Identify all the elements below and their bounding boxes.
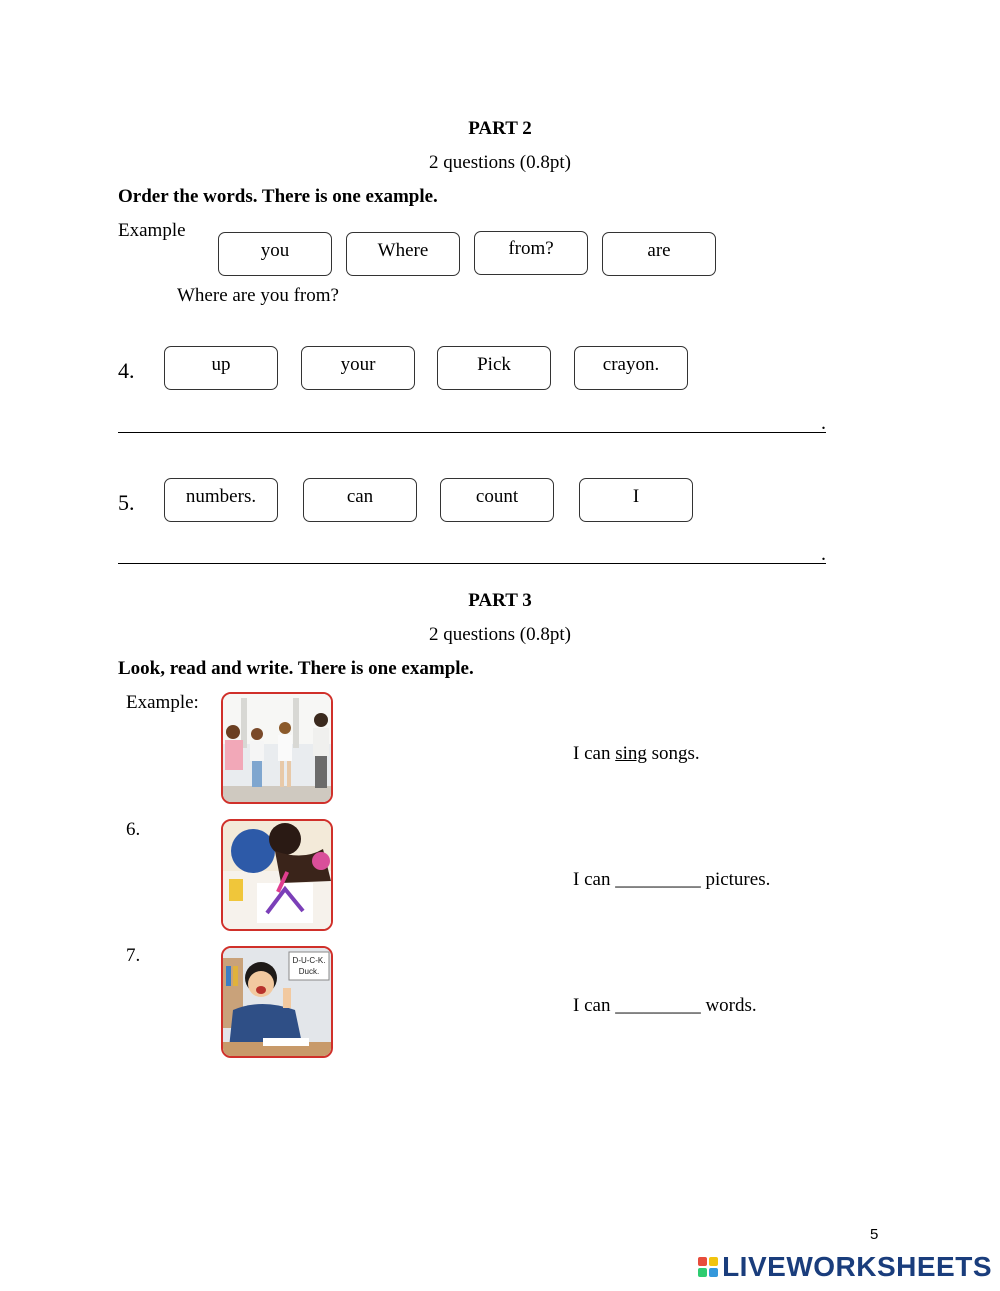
question-6-sentence[interactable]: I can _________ pictures. [573,869,771,890]
question-number: 5. [118,490,135,515]
example-answer: Where are you from? [177,285,339,306]
question-number: 4. [118,358,135,383]
example-sentence [573,743,700,765]
example-word-box: you [218,232,332,276]
singing-children-photo [221,692,333,804]
word-box: I [579,478,693,522]
question-number: 7. [126,945,141,966]
example-sentence-after: songs. [646,743,700,764]
word-box: Pick [437,346,551,390]
example-label: Example [118,220,186,241]
reading-boy-photo [221,946,333,1058]
logo-text: LIVEWORKSHEETS [722,1251,992,1282]
liveworksheets-logo[interactable] [698,1251,992,1283]
end-period: . [821,412,826,434]
question-number: 6. [126,819,141,840]
sign-text-line-2: Duck. [298,967,320,976]
answer-line-4[interactable] [118,432,826,433]
part3-heading: PART 3 [468,590,532,611]
question-7-sentence[interactable]: I can _________ words. [573,995,757,1016]
word-box: your [301,346,415,390]
part2-heading: PART 2 [468,118,532,139]
answer-line-5[interactable] [118,563,826,564]
page-number: 5 [870,1226,879,1243]
example-word-box: Where [346,232,460,276]
part3-instruction: Look, read and write. There is one example. [118,658,474,679]
part3-subheading: 2 questions (0.8pt) [429,624,571,645]
example-word-box: are [602,232,716,276]
part2-instruction: Order the words. There is one example. [118,186,438,207]
example-answer-word: sing [615,743,647,764]
part3-example-label: Example: [126,692,199,713]
example-sentence-before: I can [573,743,616,764]
word-box: up [164,346,278,390]
word-box: count [440,478,554,522]
word-box: can [303,478,417,522]
end-period: . [821,543,826,565]
logo-icon [698,1257,718,1277]
example-word-box: from? [474,231,588,275]
word-box: numbers. [164,478,278,522]
part2-subheading: 2 questions (0.8pt) [429,152,571,173]
word-box: crayon. [574,346,688,390]
drawing-children-photo [221,819,333,931]
sign-text-line-1: D-U-C-K. [292,956,326,965]
